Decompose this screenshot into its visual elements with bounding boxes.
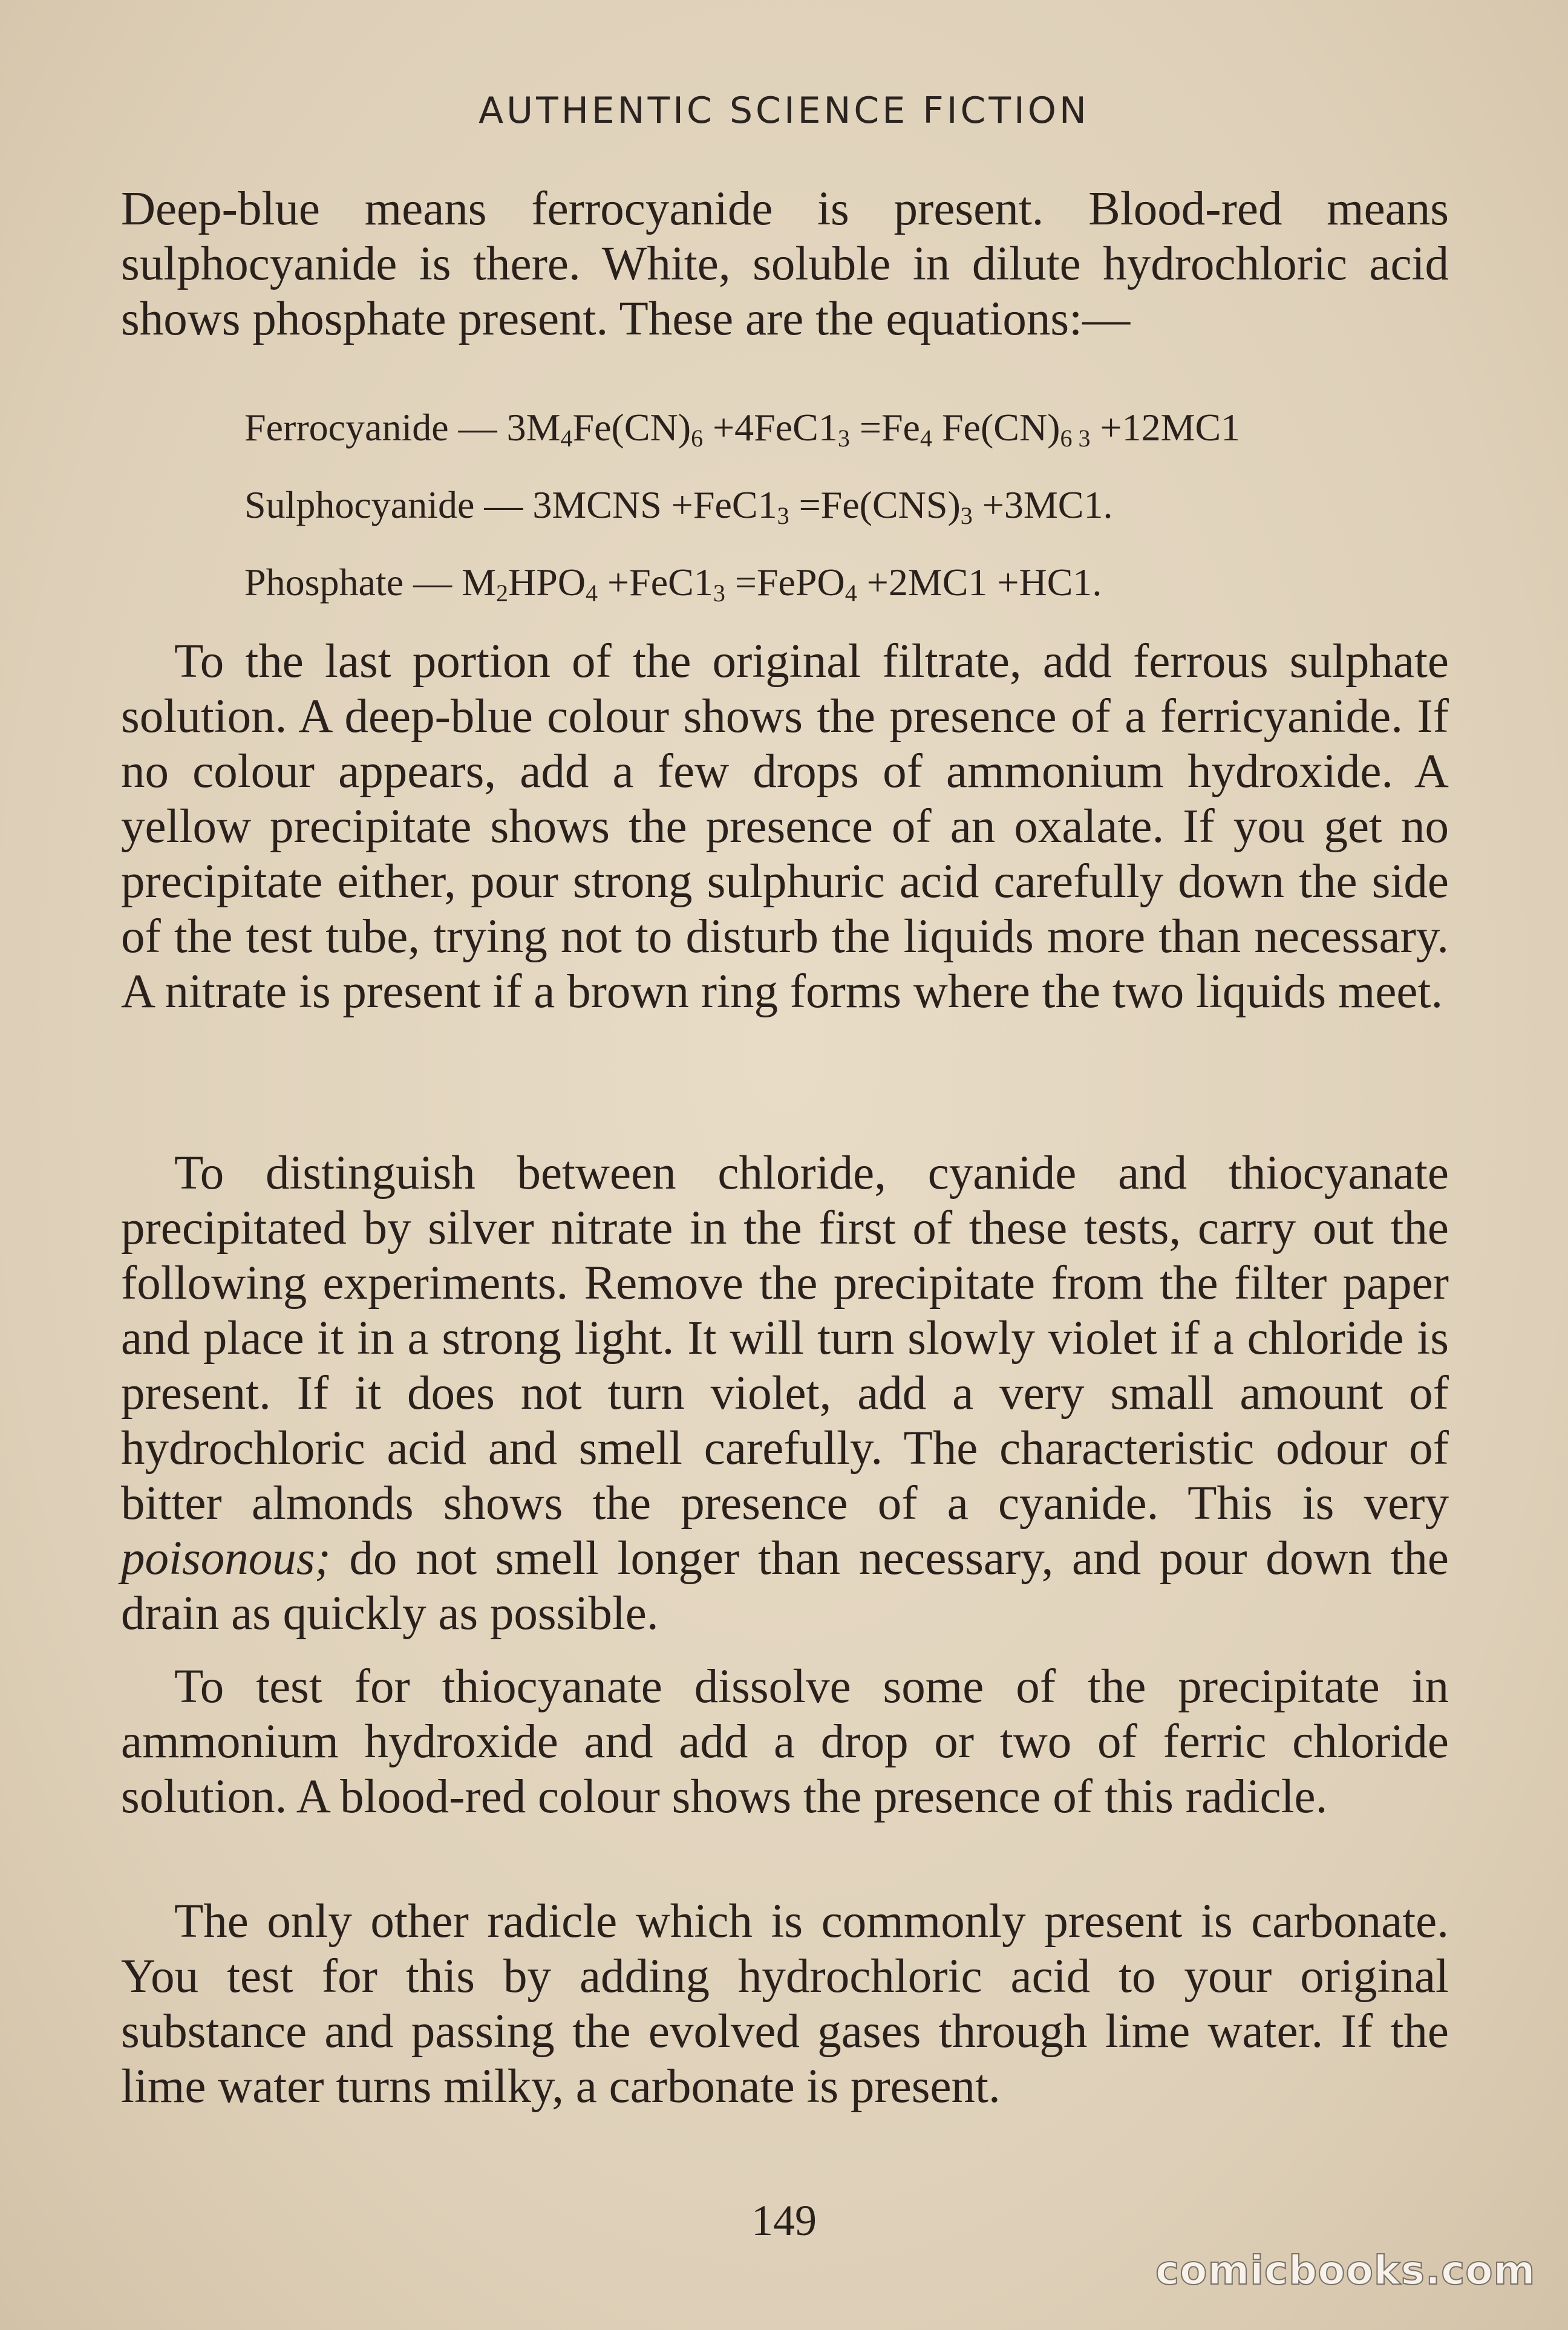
equation-term: =Fe(CNS) — [789, 483, 961, 526]
equation-term: +4FeC1 — [703, 406, 838, 449]
ferricyanide-paragraph — [121, 634, 1449, 1019]
intro-paragraph — [121, 181, 1449, 347]
equation-subscript: 4 — [920, 425, 932, 452]
equation-subscript: 6 — [691, 425, 704, 452]
equation-term: Fe(CN) — [572, 406, 691, 449]
equation-phosphate — [244, 549, 1240, 627]
carbonate-text: The only other radicle which is commonly present is carbonate. You test for this by adding hydrochloric acid to your original substance and passing the evolved gases through lime water. If the lime water turns milky, a carbonate is present. — [121, 1895, 1449, 2113]
equation-subscript: 4 — [586, 579, 598, 607]
equation-term: M — [462, 561, 496, 604]
equation-subscript: 2 — [496, 579, 508, 607]
equation-term: +2MC1 +HC1. — [857, 561, 1102, 604]
site-watermark: comicbooks.com — [1155, 2247, 1536, 2294]
equation-term: +12MC1 — [1090, 406, 1241, 449]
thiocyanate-text: To test for thiocyanate dissolve some of the precipitate in ammonium hydroxide and add a drop or two of ferric chloride solution. A blood-red colour shows the presence of this radicle. — [121, 1660, 1449, 1823]
distinguish-text-after: do not smell longer than necessary, and pour down the drain as quickly as possible. — [121, 1532, 1449, 1640]
equation-subscript: 4 — [844, 579, 857, 607]
equations-block — [244, 394, 1240, 627]
equation-subscript: 4 — [560, 425, 573, 452]
equation-term: HPO — [508, 561, 586, 604]
intro-text: Deep-blue means ferrocyanide is present. Blood-red means sulphocyanide is there. White, soluble in dilute hydrochloric acid shows phosphate present. These are the equations:— — [121, 183, 1449, 345]
carbonate-paragraph — [121, 1894, 1449, 2114]
equation-subscript: 3 — [777, 502, 789, 529]
equation-subscript: 6 3 — [1060, 425, 1091, 452]
ferricyanide-text: To the last portion of the original filtrate, add ferrous sulphate solution. A deep-blue colour shows the presence of a ferricyanide. If no colour appears, add a few drops of ammonium hydroxide. A yellow precipitate shows the presence of an oxalate. If you get no precipitate either, pour strong sulphuric acid carefully down the side of the test tube, trying not to disturb the liquids more than necessary. A nitrate is present if a brown ring forms where the two liquids meet. — [121, 635, 1449, 1018]
equation-label: Sulphocyanide — — [244, 483, 533, 526]
equation-term: +FeC1 — [598, 561, 713, 604]
distinguish-text-before: To distinguish between chloride, cyanide and thiocyanate precipitated by silver nitrate in the first of these tests, carry out the following experiments. Remove the precipitate from the filter paper and place it in a strong light. It will turn slowly violet if a chloride is present. If it does not turn violet, add a very small amount of hydrochloric acid and smell carefully. The characteristic odour of bitter almonds shows the presence of a cyanide. This is very — [121, 1147, 1449, 1530]
equation-term: =FePO — [725, 561, 845, 604]
equation-term: 3MCNS +FeC1 — [532, 483, 777, 526]
equation-subscript: 3 — [837, 425, 850, 452]
equation-term: Fe(CN) — [932, 406, 1060, 449]
distinguish-paragraph — [121, 1146, 1449, 1641]
equation-term: 3M — [506, 406, 561, 449]
page-number: 149 — [751, 2196, 817, 2245]
running-header: AUTHENTIC SCIENCE FICTION — [479, 90, 1089, 132]
equation-sulphocyanide — [244, 472, 1240, 549]
equation-label: Ferrocyanide — — [244, 406, 507, 449]
equation-term: +3MC1. — [972, 483, 1113, 526]
equation-term: =Fe — [849, 406, 920, 449]
equation-subscript: 3 — [713, 579, 725, 607]
poisonous-emphasis: poisonous; — [121, 1532, 331, 1585]
equation-label: Phosphate — — [244, 561, 462, 604]
distinguish-text — [121, 1146, 1449, 1641]
thiocyanate-paragraph — [121, 1659, 1449, 1824]
equation-subscript: 3 — [960, 502, 973, 529]
equation-ferrocyanide — [244, 394, 1240, 472]
